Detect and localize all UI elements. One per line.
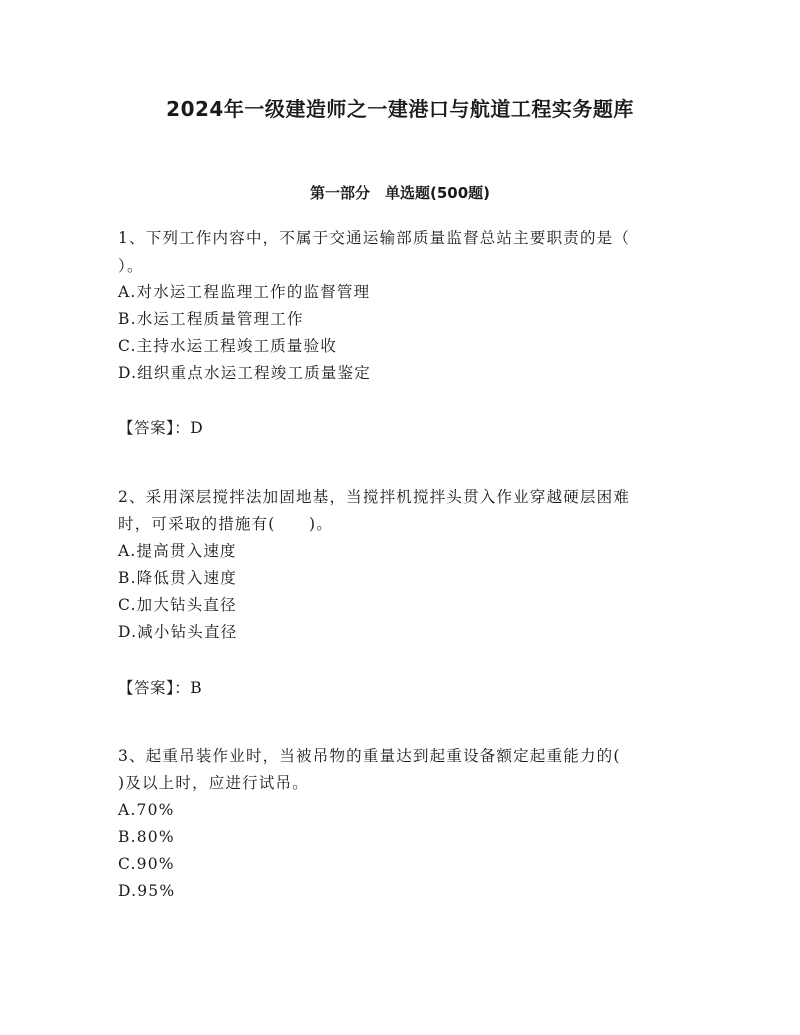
question-2-option-a: A.提高贯入速度 xyxy=(118,542,237,560)
question-3-option-a: A.70% xyxy=(118,801,175,819)
question-2-stem-line-1: 2、采用深层搅拌法加固地基，当搅拌机搅拌头贯入作业穿越硬层困难 xyxy=(118,488,631,506)
question-3-stem-line-2: )及以上时，应进行试吊。 xyxy=(118,774,309,792)
question-1-option-c: C.主持水运工程竣工质量验收 xyxy=(118,337,338,355)
question-1-answer: 【答案】：D xyxy=(118,419,204,437)
question-1-stem-line-2: ）。 xyxy=(118,257,144,275)
question-3-option-b: B.80% xyxy=(118,828,175,846)
question-2-answer: 【答案】：B xyxy=(118,679,203,697)
question-2-option-b: B.降低贯入速度 xyxy=(118,569,237,587)
section-heading: 第一部分 单选题(500题) xyxy=(309,184,491,202)
question-1-option-a: A.对水运工程监理工作的监督管理 xyxy=(118,283,371,301)
question-1-stem-line-1: 1、下列工作内容中，不属于交通运输部质量监督总站主要职责的是（ xyxy=(118,229,631,247)
question-1-option-b: B.水运工程质量管理工作 xyxy=(118,310,304,328)
question-3-option-c: C.90% xyxy=(118,855,175,873)
question-2-option-d: D.减小钻头直径 xyxy=(118,623,238,641)
question-3-option-d: D.95% xyxy=(118,882,176,900)
question-2-stem-line-2: 时，可采取的措施有( )。 xyxy=(118,515,333,533)
question-1-option-d: D.组织重点水运工程竣工质量鉴定 xyxy=(118,364,372,382)
document-title: 2024年一级建造师之一建港口与航道工程实务题库 xyxy=(166,97,634,121)
question-2-option-c: C.加大钻头直径 xyxy=(118,596,237,614)
question-3-stem-line-1: 3、起重吊装作业时，当被吊物的重量达到起重设备额定起重能力的( xyxy=(118,747,621,765)
